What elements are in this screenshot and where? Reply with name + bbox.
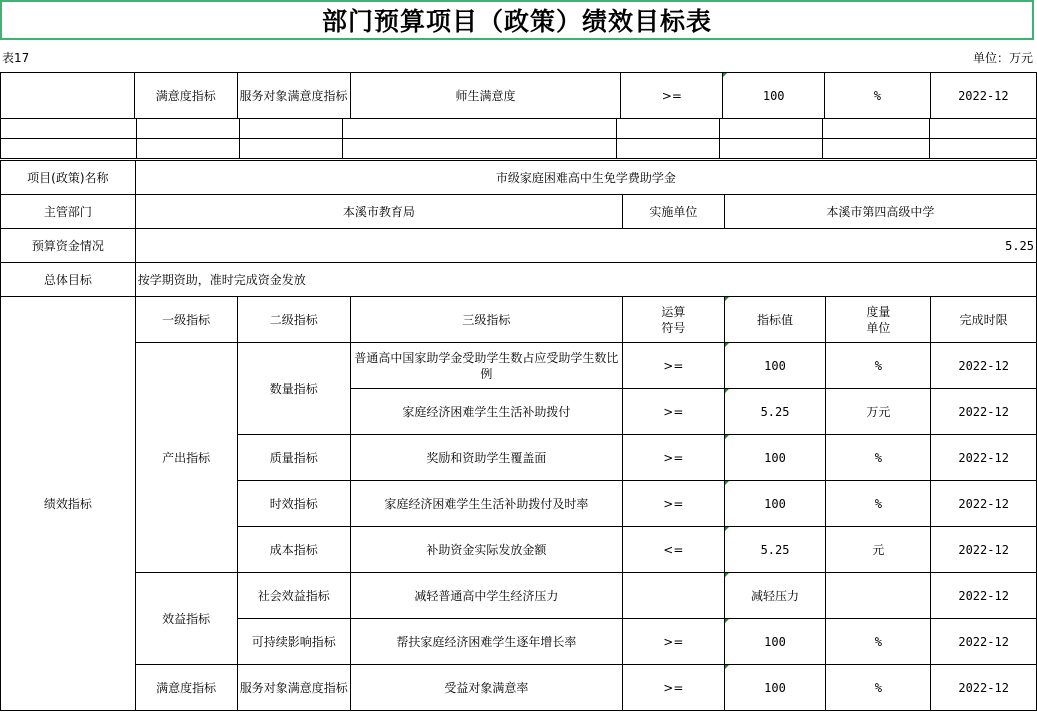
cell-level3[interactable]: 受益对象满意率 <box>350 665 622 711</box>
cell-deadline[interactable]: 2022-12 <box>931 527 1037 573</box>
page-title: 部门预算项目（政策）绩效目标表 <box>321 7 712 36</box>
empty-cell[interactable] <box>617 119 720 139</box>
cell-deadline[interactable]: 2022-12 <box>931 481 1037 527</box>
cell-unit[interactable]: % <box>826 619 931 665</box>
table-row <box>1 73 1037 119</box>
header-unit[interactable] <box>826 297 931 343</box>
cell-op[interactable]: >= <box>622 435 724 481</box>
cell-unit[interactable] <box>826 573 931 619</box>
header-unit-text: 度量 单位 <box>866 304 891 335</box>
cell-unit[interactable]: 万元 <box>826 389 931 435</box>
cell-op[interactable]: >= <box>622 389 724 435</box>
cell-level3[interactable]: 普通高中国家助学金受助学生数占应受助学生数比例 <box>350 343 622 389</box>
cell-value[interactable]: 5.25 <box>724 389 826 435</box>
header-level2[interactable]: 二级指标 <box>237 297 350 343</box>
sub-timeliness[interactable]: 时效指标 <box>237 481 350 527</box>
cell-unit[interactable]: % <box>826 481 931 527</box>
cell-op[interactable]: >= <box>621 73 723 119</box>
project-name-value[interactable]: 市级家庭困难高中生免学费助学金 <box>135 161 1036 195</box>
empty-cell[interactable] <box>930 139 1037 159</box>
cell-blank[interactable] <box>1 73 135 119</box>
group-benefit[interactable]: 效益指标 <box>135 573 237 665</box>
cell-op[interactable]: >= <box>622 665 724 711</box>
group-output[interactable]: 产出指标 <box>135 343 237 573</box>
cell-op[interactable]: >= <box>622 619 724 665</box>
cell-deadline[interactable]: 2022-12 <box>930 73 1036 119</box>
sub-cost[interactable]: 成本指标 <box>237 527 350 573</box>
cell-op[interactable]: >= <box>622 481 724 527</box>
empty-cell[interactable] <box>240 119 343 139</box>
group-satisfaction[interactable]: 满意度指标 <box>135 665 237 711</box>
table-row <box>1 195 1037 229</box>
cell-deadline[interactable]: 2022-12 <box>931 665 1037 711</box>
goal-label[interactable]: 总体目标 <box>1 263 136 297</box>
empty-cell[interactable] <box>823 139 930 159</box>
budget-value[interactable]: 5.25 <box>135 229 1036 263</box>
empty-cell[interactable] <box>720 119 823 139</box>
cell-value[interactable]: 减轻压力 <box>724 573 826 619</box>
dept-label[interactable]: 主管部门 <box>1 195 136 229</box>
cell-deadline[interactable]: 2022-12 <box>931 389 1037 435</box>
empty-cell[interactable] <box>240 139 343 159</box>
goal-value[interactable]: 按学期资助，准时完成资金发放 <box>135 263 1036 297</box>
header-level1[interactable]: 一级指标 <box>135 297 237 343</box>
table-row <box>1 573 1037 619</box>
perf-label[interactable]: 绩效指标 <box>1 297 136 711</box>
empty-cell[interactable] <box>1 119 137 139</box>
empty-cell[interactable] <box>343 119 617 139</box>
table-row <box>1 119 1037 139</box>
impl-value[interactable]: 本溪市第四高级中学 <box>724 195 1036 229</box>
empty-cell[interactable] <box>343 139 617 159</box>
cell-value[interactable]: 100 <box>724 481 826 527</box>
header-op[interactable] <box>622 297 724 343</box>
header-value[interactable]: 指标值 <box>724 297 826 343</box>
cell-level2[interactable]: 服务对象满意度指标 <box>237 73 350 119</box>
table-row <box>1 139 1037 159</box>
empty-cell[interactable] <box>137 139 240 159</box>
impl-label[interactable]: 实施单位 <box>622 195 724 229</box>
table-row <box>1 297 1037 343</box>
empty-cell[interactable] <box>720 139 823 159</box>
title-bar <box>0 0 1034 40</box>
meta-row <box>0 42 1037 72</box>
unit-label: 单位：万元 <box>972 51 1033 65</box>
sub-social[interactable]: 社会效益指标 <box>237 573 350 619</box>
cell-level3[interactable]: 减轻普通高中学生经济压力 <box>350 573 622 619</box>
sub-service[interactable]: 服务对象满意度指标 <box>237 665 350 711</box>
header-deadline[interactable]: 完成时限 <box>931 297 1037 343</box>
cell-value[interactable]: 100 <box>724 665 826 711</box>
cell-value[interactable]: 100 <box>724 343 826 389</box>
table-row <box>1 263 1037 297</box>
blank-rows <box>0 118 1037 159</box>
cell-level3[interactable]: 家庭经济困难学生生活补助拨付及时率 <box>350 481 622 527</box>
cell-level3[interactable]: 家庭经济困难学生生活补助拨付 <box>350 389 622 435</box>
cell-level3[interactable]: 师生满意度 <box>350 73 621 119</box>
cell-level3[interactable]: 奖励和资助学生覆盖面 <box>350 435 622 481</box>
table-number: 表17 <box>2 51 30 65</box>
cell-deadline[interactable]: 2022-12 <box>931 435 1037 481</box>
cell-value[interactable]: 100 <box>724 619 826 665</box>
empty-cell[interactable] <box>617 139 720 159</box>
header-level3[interactable]: 三级指标 <box>350 297 622 343</box>
table-row <box>1 665 1037 711</box>
budget-label[interactable]: 预算资金情况 <box>1 229 136 263</box>
cell-value[interactable]: 100 <box>724 435 826 481</box>
cell-level1[interactable]: 满意度指标 <box>135 73 237 119</box>
cell-deadline[interactable]: 2022-12 <box>931 573 1037 619</box>
cell-unit[interactable]: % <box>825 73 931 119</box>
top-table <box>0 72 1037 119</box>
cell-unit[interactable]: 元 <box>826 527 931 573</box>
sub-sustain[interactable]: 可持续影响指标 <box>237 619 350 665</box>
empty-cell[interactable] <box>1 139 137 159</box>
cell-value[interactable]: 100 <box>723 73 825 119</box>
cell-deadline[interactable]: 2022-12 <box>931 619 1037 665</box>
sub-quality[interactable]: 质量指标 <box>237 435 350 481</box>
cell-op[interactable]: <= <box>622 527 724 573</box>
dept-value[interactable]: 本溪市教育局 <box>135 195 622 229</box>
cell-unit[interactable]: % <box>826 343 931 389</box>
cell-value[interactable]: 5.25 <box>724 527 826 573</box>
table-row <box>1 229 1037 263</box>
cell-op[interactable]: >= <box>622 343 724 389</box>
header-op-text: 运算 符号 <box>661 304 686 335</box>
cell-level3[interactable]: 帮扶家庭经济困难学生逐年增长率 <box>350 619 622 665</box>
cell-unit[interactable]: % <box>826 435 931 481</box>
table-row <box>1 343 1037 389</box>
table-row <box>1 161 1037 195</box>
cell-deadline[interactable]: 2022-12 <box>931 343 1037 389</box>
cell-unit[interactable]: % <box>826 665 931 711</box>
cell-level3[interactable]: 补助资金实际发放金额 <box>350 527 622 573</box>
empty-cell[interactable] <box>823 119 930 139</box>
empty-cell[interactable] <box>930 119 1037 139</box>
project-name-label[interactable]: 项目(政策)名称 <box>1 161 136 195</box>
cell-op[interactable] <box>622 573 724 619</box>
empty-cell[interactable] <box>137 119 240 139</box>
main-table <box>0 160 1037 711</box>
sub-quantity[interactable]: 数量指标 <box>237 343 350 435</box>
